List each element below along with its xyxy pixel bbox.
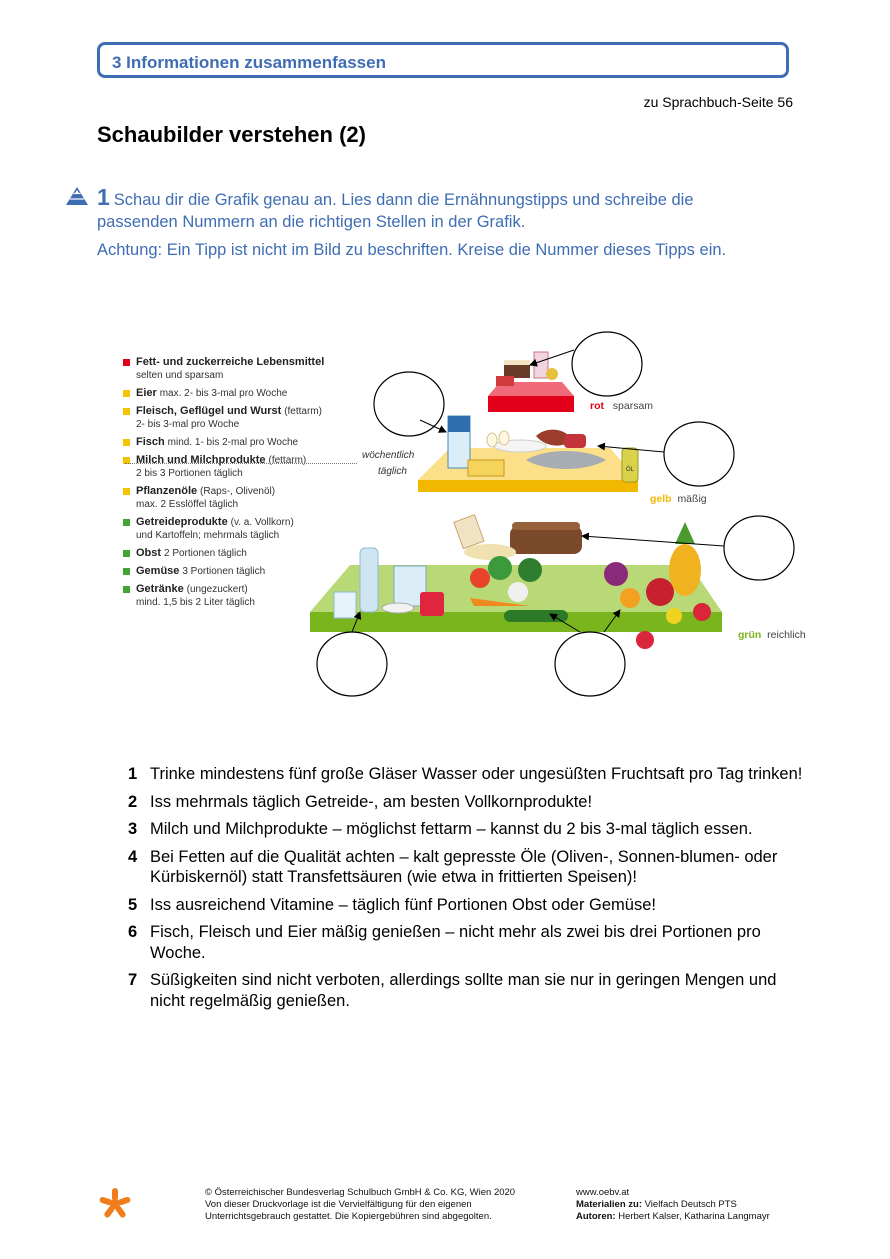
authors-value: Herbert Kalser, Katharina Langmayr [618, 1211, 770, 1222]
level-name: rot [590, 400, 604, 412]
oil-label: ÖL [626, 467, 635, 473]
legend-main-label: Fett- und zuckerreiche Lebensmittel [136, 356, 325, 368]
authors-label: Autoren: [576, 1211, 616, 1222]
arrow [582, 536, 724, 546]
legend-detail: (v. a. Vollkorn) [230, 517, 294, 528]
task-number: 1 [97, 184, 110, 210]
tip-number[interactable]: 6 [128, 923, 138, 941]
tip-item [128, 819, 808, 840]
legend-sub: und Kartoffeln; mehrmals täglich [136, 530, 280, 541]
materials-label: Materialien zu: [576, 1199, 642, 1210]
legend-sub: 2 bis 3 Portionen täglich [136, 468, 243, 479]
copyright-line: © Österreichischer Bundesverlag Schulbuch GmbH & Co. KG, Wien 2020 [205, 1187, 516, 1198]
publisher-logo-icon [97, 1186, 133, 1222]
tip-text: Iss ausreichend Vitamine – täglich fünf Portionen Obst oder Gemüse! [150, 895, 656, 914]
tip-item [128, 847, 808, 888]
tip-text: Bei Fetten auf die Qualität achten – kalt gepresste Öle (Oliven-, Sonnen-blumen- oder Kürbiskernöl) statt Transfettsäuren (wie etwa in frittierten Speisen)! [150, 847, 778, 886]
level-desc: sparsam [612, 400, 654, 412]
tip-item [128, 895, 808, 916]
legend-detail: (ungezuckert) [186, 584, 248, 595]
permission-line-1: Von dieser Druckvorlage ist die Vervielfältigung für den eigenen [205, 1199, 472, 1210]
legend-detail: (fettarm) [268, 455, 307, 466]
tip-number[interactable]: 1 [128, 765, 138, 783]
legend-detail: max. 2- bis 3-mal pro Woche [159, 388, 288, 399]
arrow [420, 420, 446, 432]
legend-main-label: Pflanzenöle [136, 485, 198, 497]
tip-number[interactable]: 4 [128, 847, 138, 866]
legend-main-label: Fisch [136, 436, 165, 448]
daily-label: täglich [378, 466, 407, 477]
level-name: grün [738, 629, 762, 641]
legend-main-label: Getreideprodukte [136, 516, 228, 528]
legend-sub: 2- bis 3-mal pro Woche [136, 419, 240, 430]
answer-circle-oil[interactable] [664, 422, 734, 486]
arrow [530, 350, 574, 365]
tip-text: Fisch, Fleisch und Eier mäßig genießen – nicht mehr als zwei bis drei Portionen pro Woche. [150, 923, 761, 962]
level-desc: reichlich [767, 629, 806, 641]
permission-line-2: Unterrichtsgebrauch gestattet. Die Kopiergebühren sind abgegolten. [205, 1211, 492, 1222]
legend-main-label: Getränke [136, 583, 184, 595]
page-title: Schaubilder verstehen (2) [97, 122, 366, 147]
task-instruction: Schau dir die Grafik genau an. Lies dann die Ernähnungstipps und schreibe die passenden Nummern an die richtigen Stellen in der Grafik. [97, 191, 694, 231]
tip-number[interactable]: 3 [128, 820, 138, 838]
arrow [352, 612, 360, 632]
tip-number[interactable]: 7 [128, 971, 138, 989]
tip-text: Milch und Milchprodukte – möglichst fettarm – kannst du 2 bis 3-mal täglich essen. [150, 820, 753, 838]
level-desc: mäßig [677, 493, 707, 505]
materials-value: Vielfach Deutsch PTS [644, 1199, 737, 1210]
tip-item [128, 792, 808, 813]
legend-main-label: Eier [136, 387, 157, 399]
answer-circle-vegetables[interactable] [555, 632, 625, 696]
legend-main-label: Fleisch, Geflügel und Wurst [136, 405, 282, 417]
arrow [598, 446, 664, 452]
tip-number[interactable]: 2 [128, 792, 138, 811]
legend-detail: (Raps-, Olivenöl) [200, 486, 276, 497]
footer-info [576, 1187, 816, 1223]
tip-item [128, 970, 808, 1011]
answer-circle-grains[interactable] [724, 516, 794, 580]
answer-circle-sweets[interactable] [572, 332, 642, 396]
weekly-label: wöchentlich [362, 450, 415, 461]
tip-text: Trinke mindestens fünf große Gläser Wasser oder ungesüßten Fruchtsaft pro Tag trinken! [150, 765, 803, 783]
legend-detail: 3 Portionen täglich [182, 566, 266, 577]
website-link[interactable]: www.oebv.at [576, 1187, 630, 1198]
legend-sub: selten und sparsam [136, 370, 224, 381]
legend-main-label: Gemüse [136, 565, 180, 577]
chapter-title: 3 Informationen zusammenfassen [112, 53, 386, 72]
tip-text: Süßigkeiten sind nicht verboten, allerdings sollte man sie nur in geringen Mengen und nicht regelmäßig genießen. [150, 971, 777, 1010]
task-note: Achtung: Ein Tipp ist nicht im Bild zu beschriften. Kreise die Nummer dieses Tipps ein. [97, 241, 727, 259]
legend-detail: mind. 1- bis 2-mal pro Woche [167, 437, 299, 448]
page-reference: zu Sprachbuch-Seite 56 [643, 94, 793, 110]
nutrition-tips-list [128, 764, 808, 1018]
legend-sub: max. 2 Esslöffel täglich [136, 499, 239, 510]
legend-detail: 2 Portionen täglich [163, 548, 247, 559]
tip-item [128, 922, 808, 963]
tip-item [128, 764, 808, 785]
legend-main-label: Milch und Milchprodukte [136, 454, 266, 466]
legend-main-label: Obst [136, 547, 162, 559]
arrow [604, 610, 620, 632]
footer-copyright [205, 1187, 565, 1223]
legend-sub: mind. 1,5 bis 2 Liter täglich [136, 597, 255, 608]
legend-detail: (fettarm) [284, 406, 322, 417]
arrow [550, 614, 580, 632]
tip-number[interactable]: 5 [128, 895, 138, 914]
level-name: gelb [650, 493, 672, 505]
answer-circle-drinks[interactable] [317, 632, 387, 696]
tip-text: Iss mehrmals täglich Getreide-, am besten Vollkornprodukte! [150, 792, 593, 811]
